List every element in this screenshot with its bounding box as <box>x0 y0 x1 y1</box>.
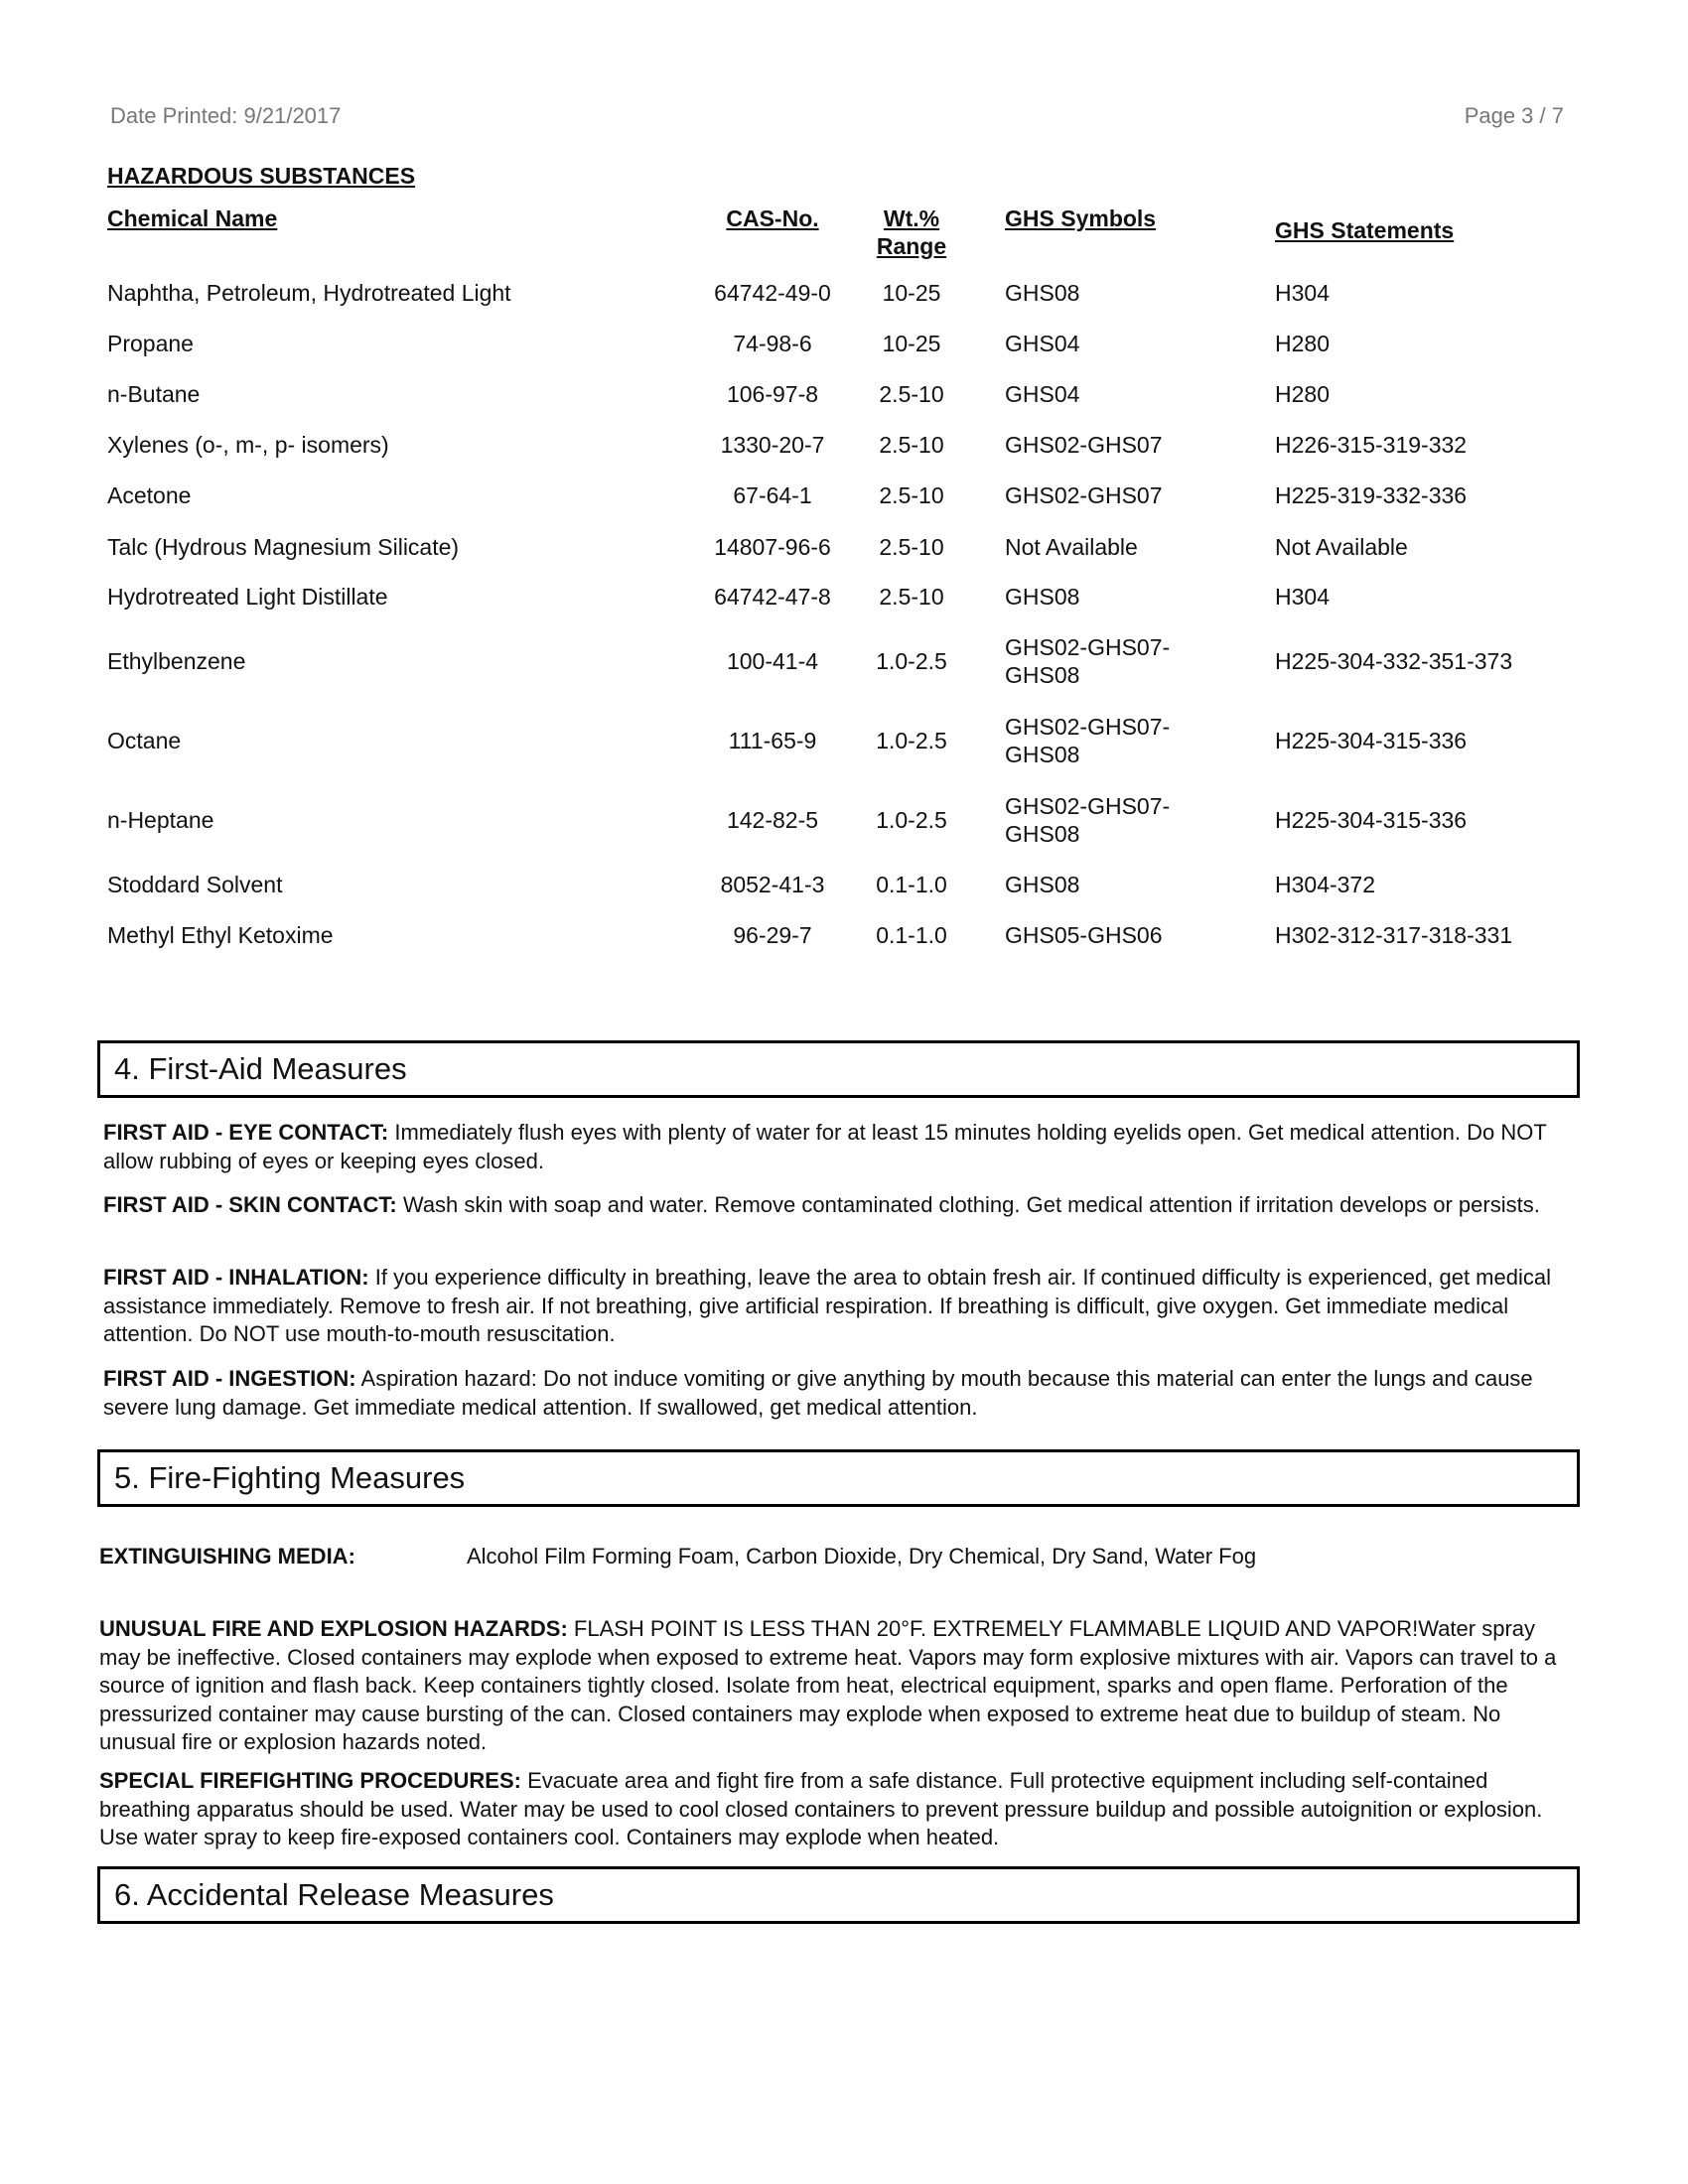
cas-number: 106-97-8 <box>726 381 819 407</box>
chemical-name: Stoddard Solvent <box>107 872 283 897</box>
weight-range: 1.0-2.5 <box>876 728 947 753</box>
cas-number: 14807-96-6 <box>714 534 831 560</box>
cas-number: 1330-20-7 <box>720 432 825 458</box>
cas-number: 74-98-6 <box>733 331 812 356</box>
label: SPECIAL FIREFIGHTING PROCEDURES: <box>99 1768 521 1793</box>
section-6-header <box>97 1866 1580 1924</box>
ghs-statements: Not Available <box>1275 534 1408 560</box>
ghs-statements: H226-315-319-332 <box>1275 432 1468 458</box>
cas-number: 96-29-7 <box>733 922 812 948</box>
ghs-statements: H225-304-315-336 <box>1275 728 1468 753</box>
section-4-title: 4. First-Aid Measures <box>114 1051 407 1086</box>
chemical-name: Naphtha, Petroleum, Hydrotreated Light <box>107 280 511 306</box>
label: FIRST AID - EYE CONTACT: <box>103 1120 389 1145</box>
ghs-symbols: GHS02-GHS07- <box>1005 793 1171 819</box>
first-aid-eye <box>103 1119 1563 1175</box>
text: Immediately flush eyes with plenty of water for at least 15 minutes holding eyelids open. Get medical attention. Do NOT allow rubbing of eyes or keeping eyes closed. <box>103 1120 1547 1173</box>
ghs-statements: H225-319-332-336 <box>1275 482 1468 508</box>
label: FIRST AID - SKIN CONTACT: <box>103 1192 397 1217</box>
chemical-name: n-Butane <box>107 381 201 407</box>
weight-range: 10-25 <box>882 331 941 356</box>
weight-range: 2.5-10 <box>879 482 944 508</box>
ghs-symbols: GHS04 <box>1005 331 1080 356</box>
cas-number: 111-65-9 <box>728 728 817 753</box>
weight-range: 2.5-10 <box>879 584 944 610</box>
first-aid-skin <box>103 1191 1563 1220</box>
text: FLASH POINT IS LESS THAN 20°F. EXTREMELY FLAMMABLE LIQUID AND VAPOR!Water spray may be ineffective. Closed containers may explode when exposed to extreme heat. Vapors may form explosive mixtures with air. Vapors can travel to a source of ignition and flash back. Keep containers tightly closed. Isolate from heat, electrical equipment, sparks and open flame. Perforation of the pressurized container may cause bursting of the can. Closed containers may explode when exposed to extreme heat due to buildup of steam. No unusual fire or explosion hazards noted. <box>99 1616 1557 1754</box>
cas-number: 67-64-1 <box>733 482 812 508</box>
special-procedures <box>99 1767 1559 1852</box>
cas-number: 100-41-4 <box>726 648 819 674</box>
chemical-name: Hydrotreated Light Distillate <box>107 584 388 610</box>
ghs-symbols: Not Available <box>1005 534 1138 560</box>
cas-number: 64742-49-0 <box>714 280 831 306</box>
chemical-name: Talc (Hydrous Magnesium Silicate) <box>107 534 460 560</box>
weight-range: 0.1-1.0 <box>876 922 947 948</box>
weight-range: 2.5-10 <box>879 432 944 458</box>
ghs-symbols: GHS08 <box>1005 872 1080 897</box>
chemical-name: Acetone <box>107 482 192 508</box>
hazardous-substances-title: HAZARDOUS SUBSTANCES <box>107 163 416 189</box>
ghs-statements: H302-312-317-318-331 <box>1275 922 1513 948</box>
first-aid-ingestion <box>103 1365 1573 1422</box>
ghs-symbols: GHS02-GHS07- <box>1005 714 1171 740</box>
ghs-symbols: GHS02-GHS07- <box>1005 634 1171 660</box>
ghs-symbols: GHS02-GHS07 <box>1005 432 1163 458</box>
ghs-statements: H225-304-332-351-373 <box>1275 648 1513 674</box>
text: Wash skin with soap and water. Remove contaminated clothing. Get medical attention if irritation develops or persists. <box>396 1192 1540 1217</box>
chemical-name: Xylenes (o-, m-, p- isomers) <box>107 432 389 458</box>
label: FIRST AID - INGESTION: <box>103 1366 356 1391</box>
chemical-name: Methyl Ethyl Ketoxime <box>107 922 334 948</box>
ghs-statements: H225-304-315-336 <box>1275 807 1468 833</box>
weight-range: 1.0-2.5 <box>876 648 947 674</box>
date-printed: Date Printed: 9/21/2017 <box>110 103 342 128</box>
ghs-symbols-cont: GHS08 <box>1005 662 1080 688</box>
col-wt-range-2: Range <box>876 233 947 259</box>
ghs-symbols-cont: GHS08 <box>1005 821 1080 847</box>
section-4-header <box>97 1040 1580 1098</box>
ghs-symbols: GHS04 <box>1005 381 1080 407</box>
col-cas-no: CAS-No. <box>726 205 819 231</box>
chemical-name: Propane <box>107 331 194 356</box>
col-ghs-statements: GHS Statements <box>1275 217 1455 243</box>
text: Evacuate area and fight fire from a safe distance. Full protective equipment including self-contained breathing apparatus should be used. Water may be used to cool closed containers to prevent pressure buildup and possible autoignition or explosion. Use water spray to keep fire-exposed containers cool. Containers may explode when heated. <box>99 1768 1543 1849</box>
cas-number: 142-82-5 <box>726 807 819 833</box>
text: Aspiration hazard: Do not induce vomiting or give anything by mouth because this material can enter the lungs and cause severe lung damage. Get immediate medical attention. If swallowed, get medical attention. <box>103 1366 1533 1420</box>
section-5-header <box>97 1449 1580 1507</box>
page-number: Page 3 / 7 <box>1464 103 1564 128</box>
label: UNUSUAL FIRE AND EXPLOSION HAZARDS: <box>99 1616 568 1641</box>
ghs-statements: H280 <box>1275 381 1330 407</box>
weight-range: 1.0-2.5 <box>876 807 947 833</box>
ghs-symbols: GHS08 <box>1005 584 1080 610</box>
extinguishing-media-label: EXTINGUISHING MEDIA: <box>99 1544 355 1569</box>
weight-range: 10-25 <box>882 280 941 306</box>
chemical-name: n-Heptane <box>107 807 214 833</box>
ghs-statements: H304-372 <box>1275 872 1376 897</box>
ghs-symbols-cont: GHS08 <box>1005 742 1080 767</box>
first-aid-inhalation <box>103 1264 1563 1349</box>
unusual-hazards <box>99 1615 1579 1757</box>
col-wt-range-1: Wt.% <box>883 205 940 231</box>
extinguishing-media-value: Alcohol Film Forming Foam, Carbon Dioxide, Dry Chemical, Dry Sand, Water Fog <box>467 1544 1257 1569</box>
ghs-symbols: GHS05-GHS06 <box>1005 922 1163 948</box>
ghs-statements: H304 <box>1275 280 1330 306</box>
label: FIRST AID - INHALATION: <box>103 1265 369 1290</box>
weight-range: 2.5-10 <box>879 381 944 407</box>
section-6-title: 6. Accidental Release Measures <box>114 1877 554 1912</box>
weight-range: 0.1-1.0 <box>876 872 947 897</box>
cas-number: 8052-41-3 <box>720 872 825 897</box>
ghs-symbols: GHS02-GHS07 <box>1005 482 1163 508</box>
ghs-statements: H280 <box>1275 331 1330 356</box>
weight-range: 2.5-10 <box>879 534 944 560</box>
col-chemical-name: Chemical Name <box>107 205 278 231</box>
chemical-name: Ethylbenzene <box>107 648 246 674</box>
chemical-name: Octane <box>107 728 182 753</box>
cas-number: 64742-47-8 <box>714 584 831 610</box>
text: If you experience difficulty in breathing, leave the area to obtain fresh air. If continued difficulty is experienced, get medical assistance immediately. Remove to fresh air. If not breathing, give artificial respiration. If breathing is difficult, give oxygen. Get immediate medical attention. Do NOT use mouth-to-mouth resuscitation. <box>103 1265 1551 1346</box>
col-ghs-symbols: GHS Symbols <box>1005 205 1157 231</box>
ghs-statements: H304 <box>1275 584 1330 610</box>
ghs-symbols: GHS08 <box>1005 280 1080 306</box>
section-5-title: 5. Fire-Fighting Measures <box>114 1460 466 1495</box>
